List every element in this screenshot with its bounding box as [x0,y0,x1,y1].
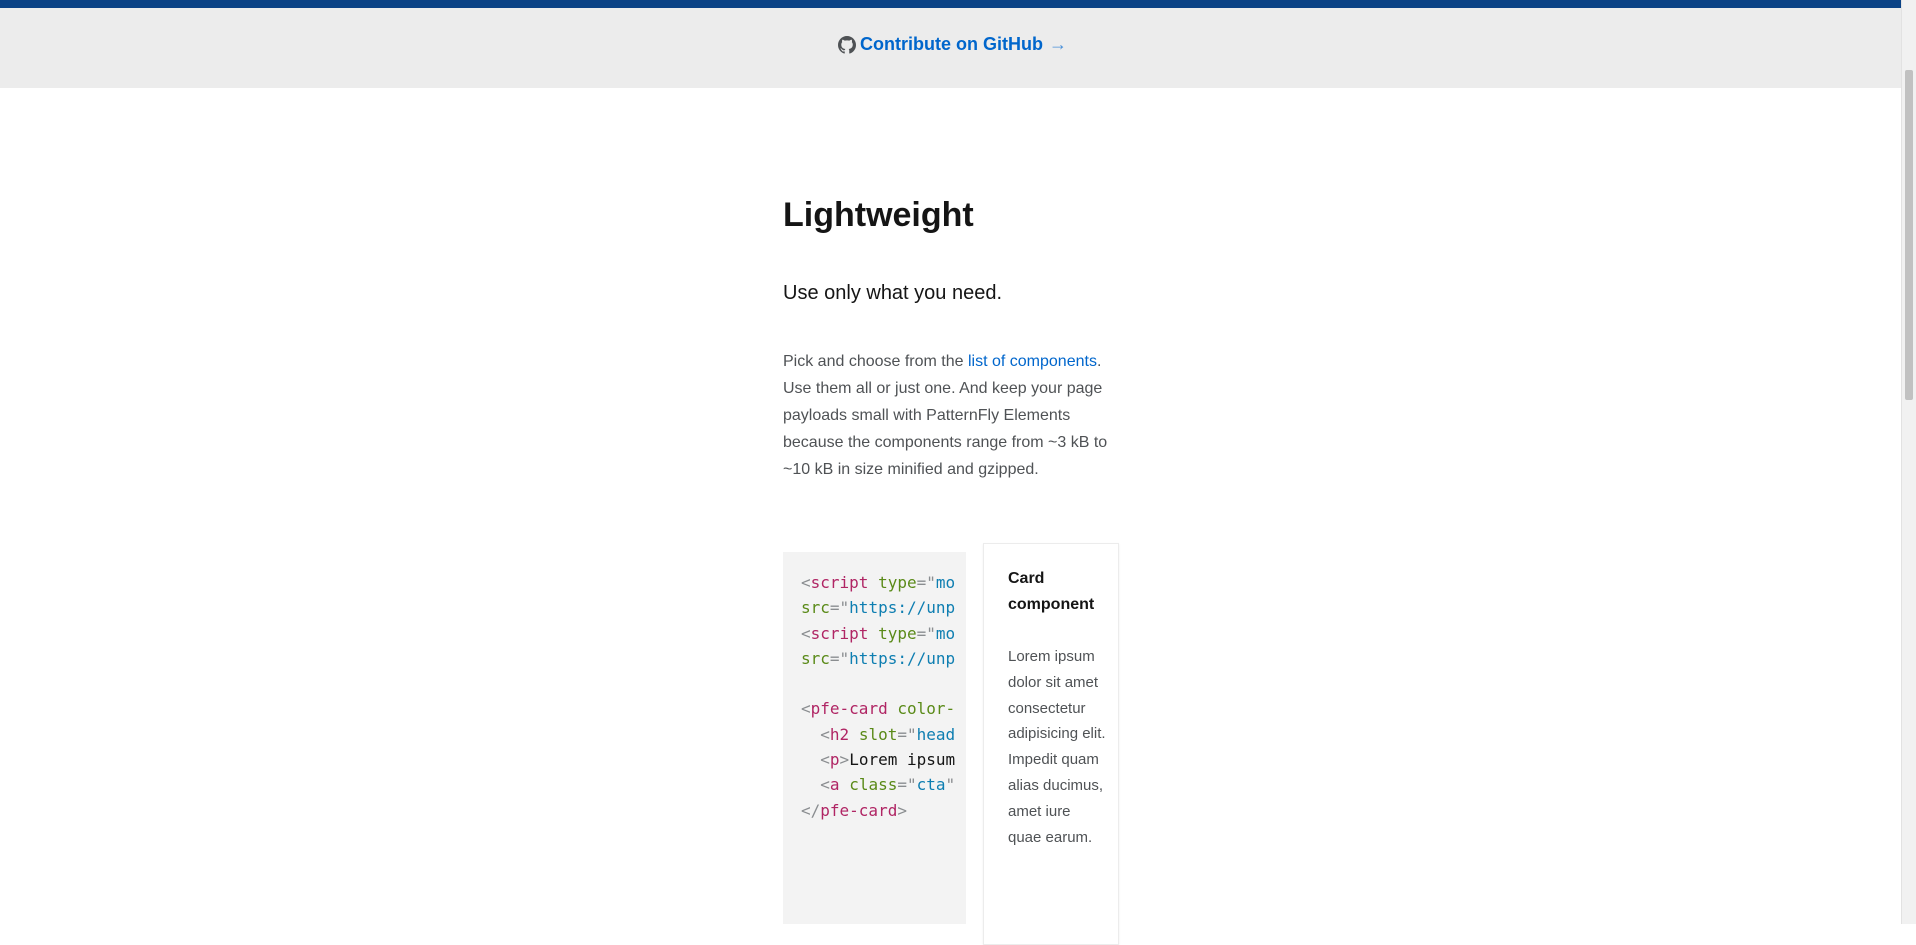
code-token: > [897,800,907,820]
code-token: < [801,573,811,592]
code-token [840,775,850,794]
top-accent-bar [0,0,1902,8]
code-token: https://unp [849,598,956,618]
code-line [801,772,966,797]
code-token: cta [916,775,946,795]
card-component-demo [983,543,1119,945]
code-token: < [801,699,811,719]
code-token: mo [935,623,956,643]
section-paragraph [783,348,1123,483]
list-of-components-link[interactable]: list of components [967,353,1097,370]
code-token [868,624,878,643]
code-token: =" [916,573,936,592]
card-body: Lorem ipsum dolor sit amet consectetur adipisicing elit. Impedit quam alias ducimus, amet iure quae earum. [1008,648,1106,846]
code-token: =" [916,623,936,643]
code-line [801,595,966,620]
code-token: Lorem ipsum [849,750,956,770]
code-token: script [810,573,869,592]
code-token: =" [897,775,917,795]
code-token: slot [858,724,898,744]
code-token: < [820,775,830,795]
code-token [888,699,898,718]
paragraph-text-start: Pick and choose from the [783,353,968,370]
code-token: </ [801,800,821,820]
code-token: pfe-card [810,699,888,719]
code-token: type [878,573,917,592]
code-token: src [801,648,830,668]
card-heading: Card component [1008,570,1095,613]
section-subtitle: Use only what you need. [783,282,1003,304]
code-token: color- [897,699,956,719]
code-token: > [839,750,850,770]
paragraph-text-end: . Use them all or just one. And keep your page payloads small with PatternFly Elements because the components range from ~3 kB to ~10 kB in size minified and gzipped. [783,353,1108,478]
code-line [801,798,966,823]
code-token: =" [897,724,917,744]
code-token: script [810,623,869,643]
code-example [783,552,966,823]
code-token: class [849,775,898,795]
code-example-block[interactable] [783,552,966,924]
code-token: =" [829,598,850,618]
code-token: < [820,750,830,770]
code-line [801,747,966,772]
code-line [801,646,966,671]
arrow-right-icon: → [1048,34,1067,54]
code-token: type [878,623,917,643]
code-token: a [829,775,840,795]
code-line [801,570,966,595]
code-token: mo [935,573,956,592]
code-token [849,725,859,744]
code-token: head [916,724,956,744]
section-title: Lightweight [783,196,974,234]
code-token: < [820,724,830,744]
code-token: h2 [829,724,850,744]
contribute-on-github-link[interactable] [838,34,1067,55]
code-token: pfe-card [820,800,898,820]
code-line [801,696,966,721]
code-token: < [801,623,811,643]
contribute-banner [0,8,1902,88]
code-token: =" [829,648,850,668]
github-icon [838,36,856,54]
contribute-link-label: Contribute on GitHub [860,34,1043,54]
page-scrollbar[interactable] [1901,0,1916,924]
code-token: src [801,598,830,618]
code-line [801,671,966,696]
code-token [868,573,878,592]
scrollbar-thumb[interactable] [1905,70,1913,400]
code-line [801,722,966,747]
code-token: p [829,750,840,770]
code-line [801,621,966,646]
code-token: https://unp [849,648,956,668]
code-token [801,725,820,744]
code-token [801,750,820,769]
code-token [801,775,820,794]
code-token: " [945,775,956,795]
